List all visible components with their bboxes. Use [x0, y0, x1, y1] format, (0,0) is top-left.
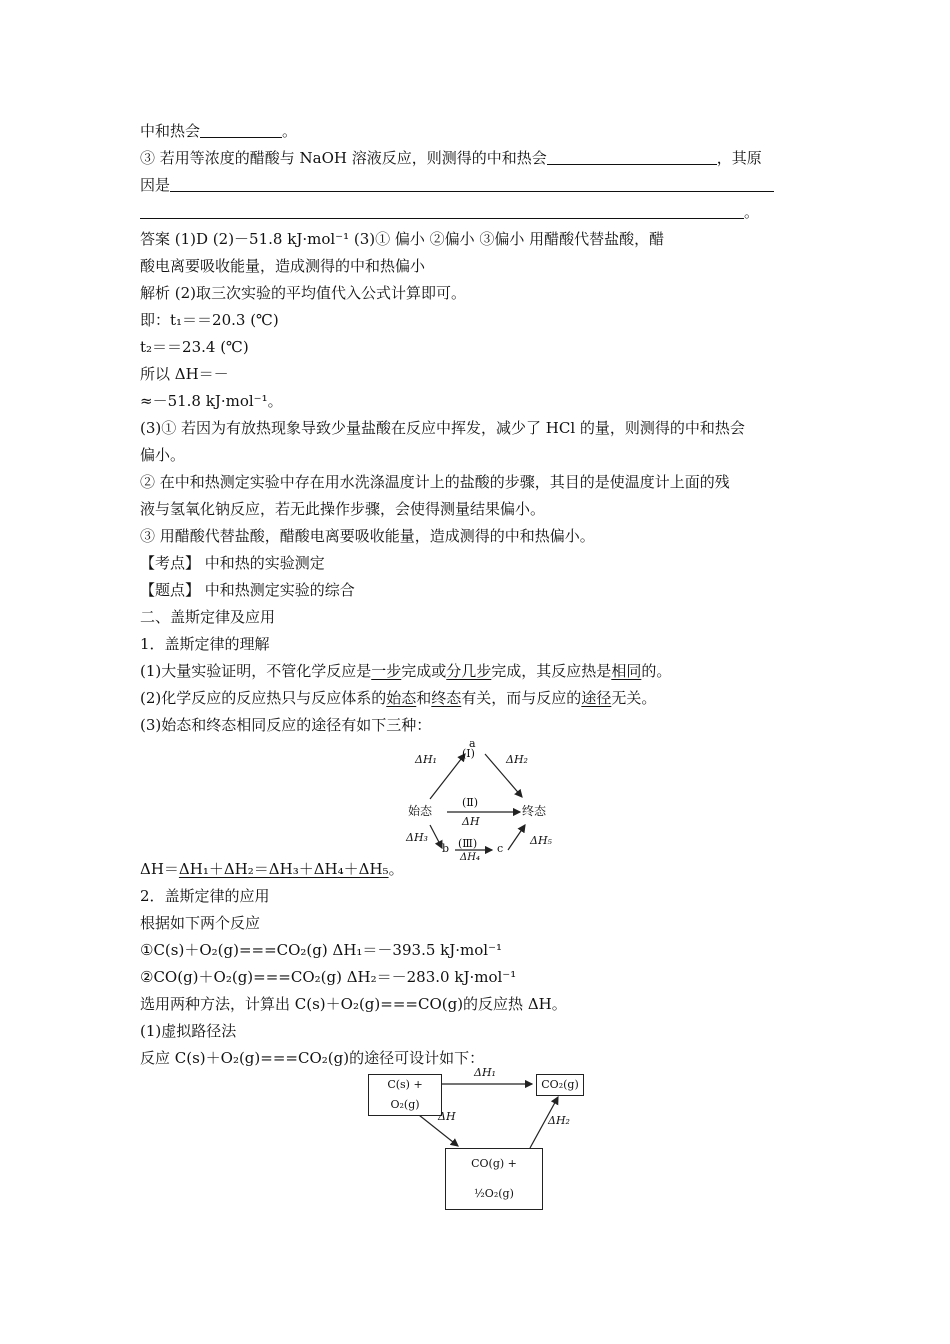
text-line [140, 172, 812, 199]
hess-pathway-diagram [140, 737, 812, 863]
text-line: (2)化学反应的反应热只与反应体系的始态和终态有关，而与反应的途径无关。 [140, 689, 657, 707]
dH2-label: ΔH₂ [506, 753, 528, 766]
box-co: CO(g) + ½O₂(g) [445, 1148, 543, 1210]
node-b: b [442, 842, 450, 855]
blank [140, 200, 744, 219]
blank [200, 119, 282, 138]
text-line: 选用两种方法，计算出 C(s)＋O₂(g)===CO(g)的反应热 ΔH。 [140, 995, 567, 1013]
dH4-label: ΔH₄ [460, 852, 480, 863]
box-co2: CO₂(g) [536, 1074, 584, 1096]
text-line [140, 145, 812, 172]
dH1-label: ΔH₁ [474, 1066, 496, 1079]
box-reactants: C(s) + O₂(g) [368, 1074, 442, 1116]
analysis-line: ≈－51.8 kJ·mol⁻¹。 [140, 392, 283, 410]
virtual-path-diagram [140, 1066, 812, 1200]
blank [547, 146, 717, 165]
tidian-line: 【题点】 中和热测定实验的综合 [140, 581, 355, 599]
dH-label: ΔH [462, 815, 480, 828]
reaction-line: ②CO(g)＋O₂(g)===CO₂(g) ΔH₂＝－283.0 kJ·mol⁻¹ [140, 968, 517, 986]
answer-line: 答案 (1)D (2)－51.8 kJ·mol⁻¹ (3)① 偏小 ②偏小 ③偏小 用醋酸代替盐酸，醋 [140, 230, 665, 248]
text: 中和热会 [140, 122, 201, 140]
subsection-heading: 1．盖斯定律的理解 [140, 635, 270, 653]
analysis-line: 液与氢氧化钠反应，若无此操作步骤，会使得测量结果偏小。 [140, 500, 546, 518]
dH2-label: ΔH₂ [548, 1114, 570, 1127]
start-state-label: 始态 [408, 804, 433, 818]
analysis-line: 即：t₁＝＝20.3 (℃) [140, 311, 279, 329]
analysis-line: ② 在中和热测定实验中存在用水洗涤温度计上的盐酸的步骤，其目的是使温度计上面的残 [140, 473, 730, 491]
analysis-line: 解析 (2)取三次实验的平均值代入公式计算即可。 [140, 284, 467, 302]
text-line: (1)大量实验证明，不管化学反应是一步完成或分几步完成，其反应热是相同的。 [140, 662, 672, 680]
answer-line: 酸电离要吸收能量，造成测得的中和热偏小 [140, 257, 426, 275]
end-state-label: 终态 [522, 804, 547, 818]
dH5-label: ΔH₅ [530, 834, 552, 847]
analysis-line: t₂＝＝23.4 (℃) [140, 338, 249, 356]
text-line [140, 199, 812, 226]
kaodian-line: 【考点】 中和热的实验测定 [140, 554, 325, 572]
route-2-label: (Ⅱ) [462, 796, 479, 809]
document-page [140, 118, 812, 1200]
route-3-label: (Ⅲ) [458, 837, 478, 850]
analysis-line: 所以 ΔH＝－ [140, 365, 229, 383]
text: ，其原 [716, 149, 762, 167]
analysis-line: (3)① 若因为有放热现象导致少量盐酸在反应中挥发，减少了 HCl 的量，则测得的中和热会 [140, 419, 745, 437]
route-1-label: (Ⅰ) [462, 747, 475, 760]
equation-line: ΔH＝ΔH₁＋ΔH₂＝ΔH₃＋ΔH₄＋ΔH₅。 [140, 860, 404, 878]
text: 。 [744, 203, 760, 221]
blank [170, 173, 774, 192]
text: 因是 [140, 176, 171, 194]
text-line: 根据如下两个反应 [140, 914, 261, 932]
text-line: 中和热会 。 [140, 118, 812, 145]
dH1-label: ΔH₁ [415, 753, 437, 766]
node-c: c [497, 842, 504, 855]
method-heading: (1)虚拟路径法 [140, 1022, 237, 1040]
section-heading: 二、盖斯定律及应用 [140, 608, 276, 626]
dH-label: ΔH [438, 1110, 456, 1123]
analysis-line: 偏小。 [140, 446, 186, 464]
text: ③ 若用等浓度的醋酸与 NaOH 溶液反应，则测得的中和热会 [140, 149, 547, 167]
reaction-line: ①C(s)＋O₂(g)===CO₂(g) ΔH₁＝－393.5 kJ·mol⁻¹ [140, 941, 502, 959]
subsection-heading: 2．盖斯定律的应用 [140, 887, 270, 905]
node-a: a [469, 737, 476, 750]
analysis-line: ③ 用醋酸代替盐酸，醋酸电离要吸收能量，造成测得的中和热偏小。 [140, 527, 595, 545]
text-line: 反应 C(s)＋O₂(g)===CO₂(g)的途径可设计如下： [140, 1049, 485, 1067]
dH3-label: ΔH₃ [406, 831, 428, 844]
text-line: (3)始态和终态相同反应的途径有如下三种： [140, 716, 432, 734]
